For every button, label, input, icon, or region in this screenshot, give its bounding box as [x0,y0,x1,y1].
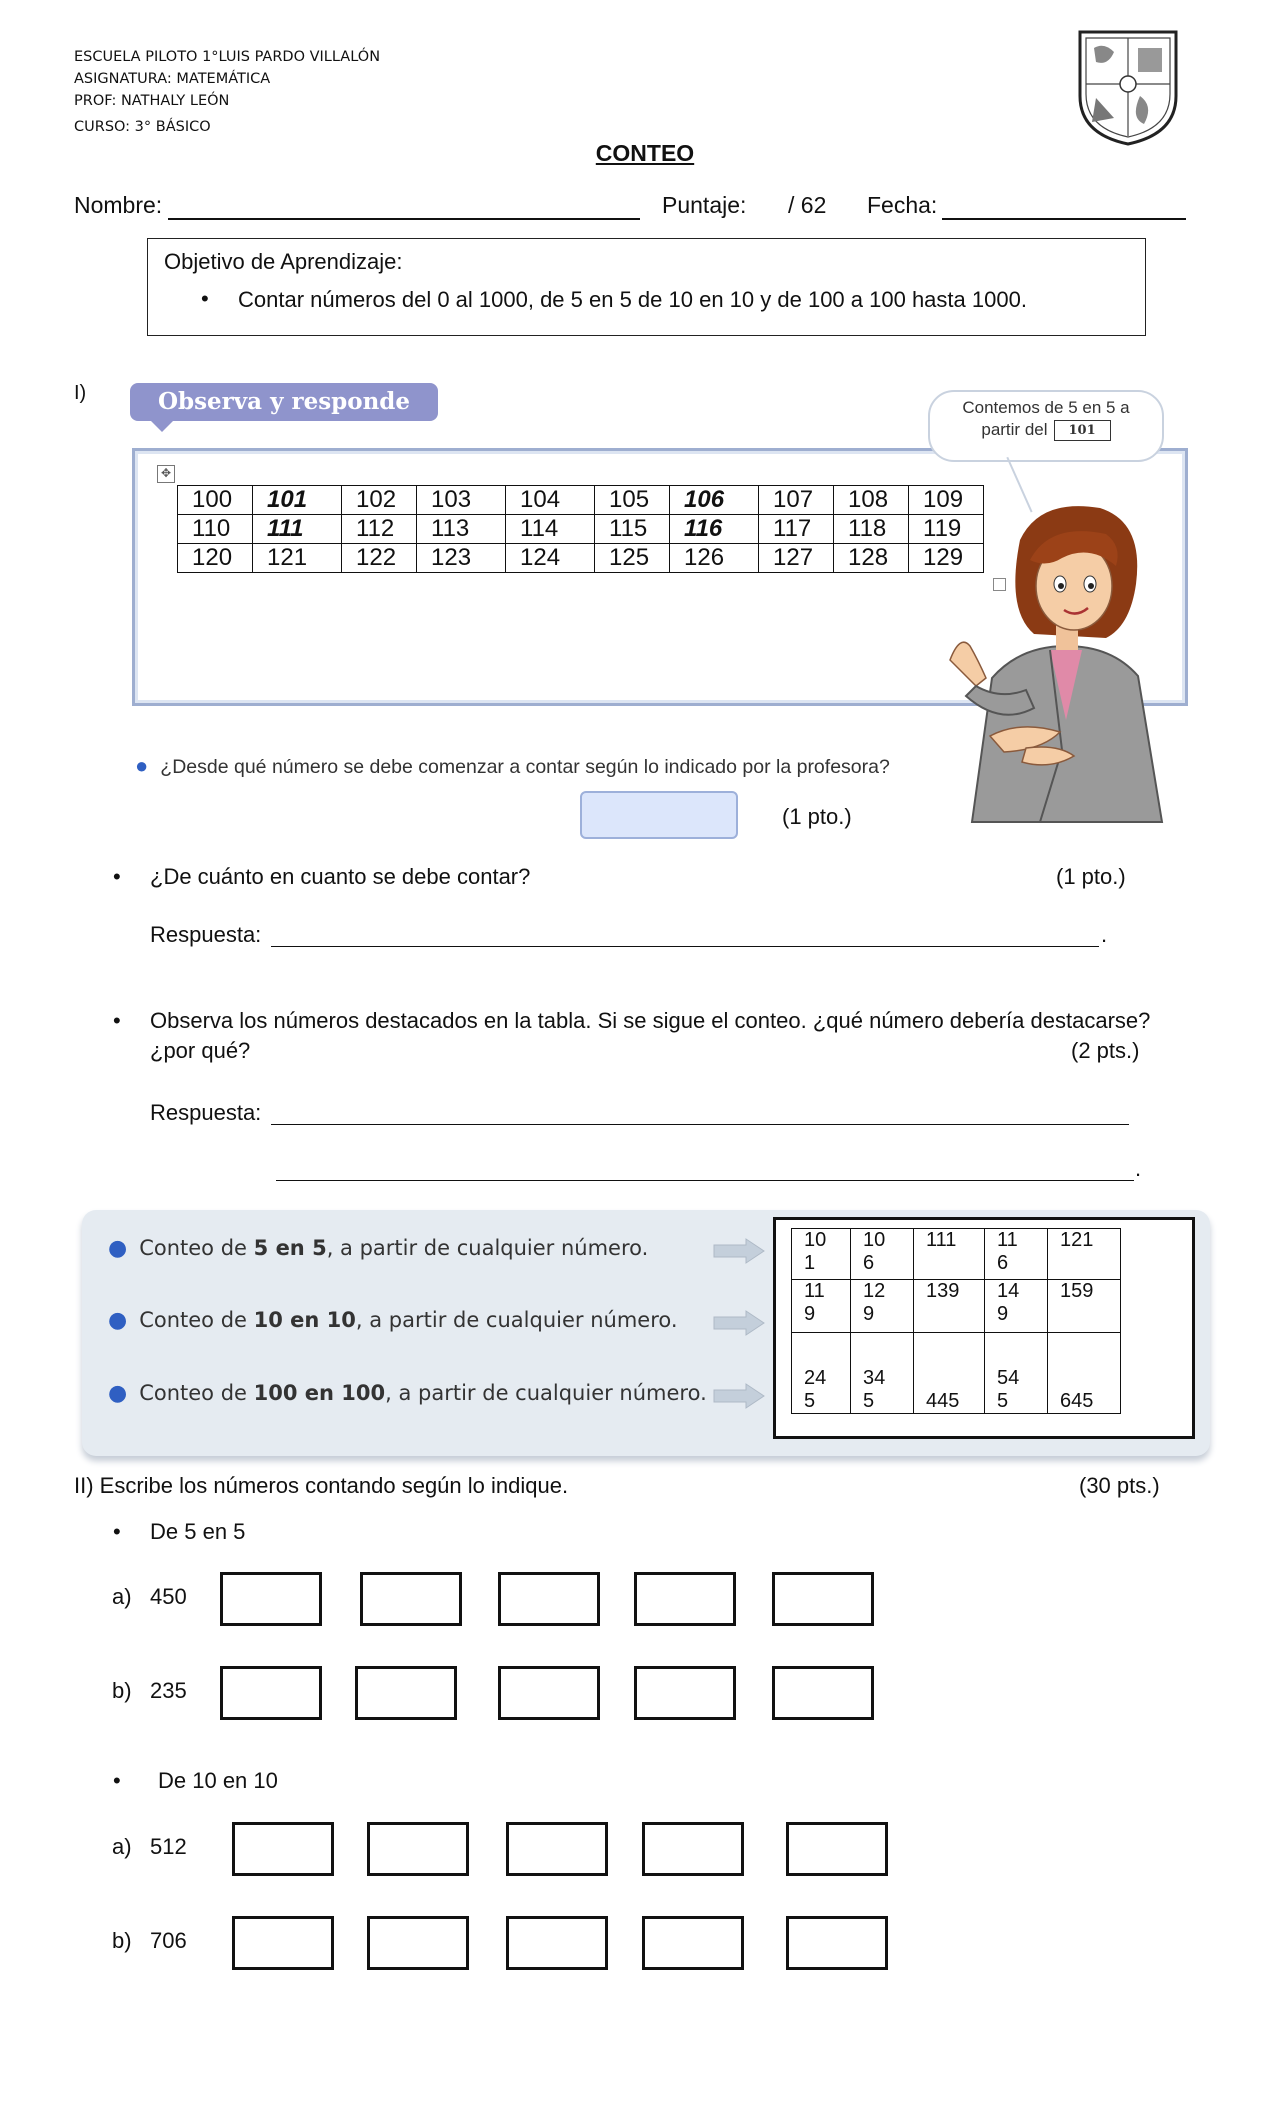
name-field[interactable] [168,196,640,220]
school-header [74,46,380,138]
objective-item: • Contar números del 0 al 1000, de 5 en 5 de 10 en 10 y de 100 a 100 hasta 1000. [238,287,1027,313]
q2-points: (1 pto.) [1056,864,1126,889]
answer-input-box[interactable] [506,1822,608,1876]
start-number: 450 [150,1584,187,1609]
number-cell: 129 [909,544,984,573]
answer-input-box[interactable] [642,1822,744,1876]
answer-input-box[interactable] [786,1916,888,1970]
counting-step: 10 en 10 [253,1308,356,1332]
date-label: Fecha: [867,192,938,218]
number-cell: 110 [178,515,253,544]
question-highlight: • Observa los números destacados en la tabla. Si se sigue el conteo. ¿qué número debería destacarse? [150,1008,1150,1034]
start-number: 706 [150,1928,187,1953]
counting-rule-3 [108,1381,707,1406]
bullet-dot-icon: • [113,1519,121,1544]
number-table [177,485,984,573]
answer-input-box[interactable] [367,1822,469,1876]
number-cell: 101 [253,486,342,515]
number-cell: 123 [417,544,506,573]
example-cell: 34 5 [851,1333,914,1414]
counting-rule-text: , a partir de cualquier número. [355,1308,678,1332]
bullet-dot-icon: ● [108,1236,128,1261]
speech-bubble [928,390,1164,462]
number-cell: 122 [342,544,417,573]
number-cell: 126 [670,544,759,573]
item-letter: a) [112,1584,132,1609]
example-cell: 121 [1048,1229,1121,1280]
item-letter: b) [112,1928,132,1953]
question-start-number [135,753,890,779]
name-label: Nombre: [74,192,163,218]
answer-input-box[interactable] [232,1822,334,1876]
example-cell: 445 [914,1333,985,1414]
number-cell: 112 [342,515,417,544]
answer-input-box[interactable] [367,1916,469,1970]
answer-input-box[interactable] [355,1666,457,1720]
arrow-right-icon [712,1237,766,1265]
number-cell: 125 [595,544,670,573]
answer-input-box[interactable] [772,1572,874,1626]
example-cell: 24 5 [792,1333,851,1414]
arrow-right-icon [712,1309,766,1337]
example-cell: 12 9 [851,1280,914,1333]
number-cell: 105 [595,486,670,515]
bullet-dot-icon: ● [135,753,149,778]
start-number-answer-box[interactable] [580,791,738,839]
bubble-line-2: partir del [981,420,1048,439]
counting-rule-text: , a partir de cualquier número. [385,1381,707,1405]
example-cell: 10 1 [792,1229,851,1280]
example-cell: 139 [914,1280,985,1333]
answer-line-end-2: . [1135,1156,1142,1181]
example-cell: 159 [1048,1280,1121,1333]
number-cell: 111 [253,515,342,544]
example-cell: 10 6 [851,1229,914,1280]
number-cell: 128 [834,544,909,573]
start-number: 235 [150,1678,187,1703]
item-letter: a) [112,1834,132,1859]
arrow-right-icon [712,1382,766,1410]
bubble-number: 101 [1054,420,1111,441]
example-cell: 14 9 [985,1280,1048,1333]
answer-line-q3-2[interactable] [276,1180,1134,1181]
answer-label-q2: Respuesta: [150,922,262,947]
number-cell: 104 [506,486,595,515]
number-cell: 100 [178,486,253,515]
answer-label-q3: Respuesta: [150,1100,262,1125]
number-cell: 117 [759,515,834,544]
table-move-icon[interactable]: ✥ [157,465,175,483]
counting-step: 5 en 5 [253,1236,327,1260]
example-table-row [792,1333,1121,1414]
number-cell: 113 [417,515,506,544]
number-cell: 118 [834,515,909,544]
answer-input-box[interactable] [772,1666,874,1720]
question-highlight-why: ¿por qué? [150,1038,251,1063]
date-field[interactable] [942,196,1186,220]
score-label: Puntaje: [662,192,747,218]
answer-line-q3-1[interactable] [271,1124,1129,1125]
section-two-points: (30 pts.) [1079,1473,1160,1498]
number-table-row [178,544,984,573]
question-step: • ¿De cuánto en cuanto se debe contar? [150,864,530,890]
number-cell: 124 [506,544,595,573]
number-table-row [178,486,984,515]
answer-input-box[interactable] [634,1666,736,1720]
example-cell: 54 5 [985,1333,1048,1414]
answer-input-box[interactable] [786,1822,888,1876]
answer-input-box[interactable] [220,1666,322,1720]
school-name: ESCUELA PILOTO 1°LUIS PARDO VILLALÓN [74,49,381,65]
example-cell: 11 6 [985,1229,1048,1280]
bullet-dot-icon: ● [108,1308,128,1333]
q3-points: (2 pts.) [1071,1038,1140,1063]
group-title: De 10 en 10 [158,1768,278,1793]
answer-line-q2[interactable] [271,946,1099,947]
counting-rule-2 [108,1308,678,1333]
answer-input-box[interactable] [642,1916,744,1970]
answer-input-box[interactable] [360,1572,462,1626]
teacher-illustration-icon [930,500,1180,825]
example-cell: 11 9 [792,1280,851,1333]
number-cell: 119 [909,515,984,544]
example-table-row [792,1280,1121,1333]
answer-input-box[interactable] [232,1916,334,1970]
question-start-text: ¿Desde qué número se debe comenzar a contar según lo indicado por la profesora? [160,756,890,778]
observe-banner: Observa y responde [130,383,438,421]
subject: ASIGNATURA: MATEMÁTICA [74,71,271,87]
number-cell: 116 [670,515,759,544]
example-table [791,1228,1121,1414]
score-value: / 62 [788,192,827,218]
number-cell: 115 [595,515,670,544]
objective-box [147,238,1146,336]
number-cell: 107 [759,486,834,515]
number-cell: 127 [759,544,834,573]
counting-rule-1 [108,1236,648,1261]
school-crest-icon [1072,26,1184,148]
item-letter: b) [112,1678,132,1703]
number-cell: 120 [178,544,253,573]
section-two-title: II) Escribe los números contando según lo indique. [74,1473,569,1498]
number-cell: 108 [834,486,909,515]
number-table-row [178,515,984,544]
bullet-dot-icon: • [113,1768,121,1793]
counting-rule-text: Conteo de [139,1308,254,1332]
counting-step: 100 en 100 [253,1381,386,1405]
section-one-label: I) [74,382,87,404]
example-cell: 645 [1048,1333,1121,1414]
q1-points: (1 pto.) [782,804,852,829]
start-number: 512 [150,1834,187,1859]
answer-input-box[interactable] [220,1572,322,1626]
course: CURSO: 3° BÁSICO [74,119,211,135]
answer-input-box[interactable] [506,1916,608,1970]
banner-tail [150,420,174,432]
bubble-line-1: Contemos de 5 en 5 a [962,398,1130,417]
number-cell: 121 [253,544,342,573]
counting-rule-text: Conteo de [139,1236,254,1260]
example-table-row [792,1229,1121,1280]
counting-rule-text: , a partir de cualquier número. [326,1236,649,1260]
number-cell: 103 [417,486,506,515]
example-cell: 111 [914,1229,985,1280]
answer-line-end: . [1101,922,1108,947]
number-cell: 102 [342,486,417,515]
bullet-dot-icon: ● [108,1381,128,1406]
number-cell: 109 [909,486,984,515]
page-title: CONTEO [595,140,695,166]
objective-heading: Objetivo de Aprendizaje: [164,249,403,274]
number-cell: 114 [506,515,595,544]
group-title: De 5 en 5 [150,1519,246,1544]
number-cell: 106 [670,486,759,515]
answer-input-box[interactable] [498,1572,600,1626]
answer-input-box[interactable] [634,1572,736,1626]
answer-input-box[interactable] [498,1666,600,1720]
teacher: PROF: NATHALY LEÓN [74,93,230,109]
example-table-frame [773,1217,1195,1439]
counting-rule-text: Conteo de [139,1381,254,1405]
